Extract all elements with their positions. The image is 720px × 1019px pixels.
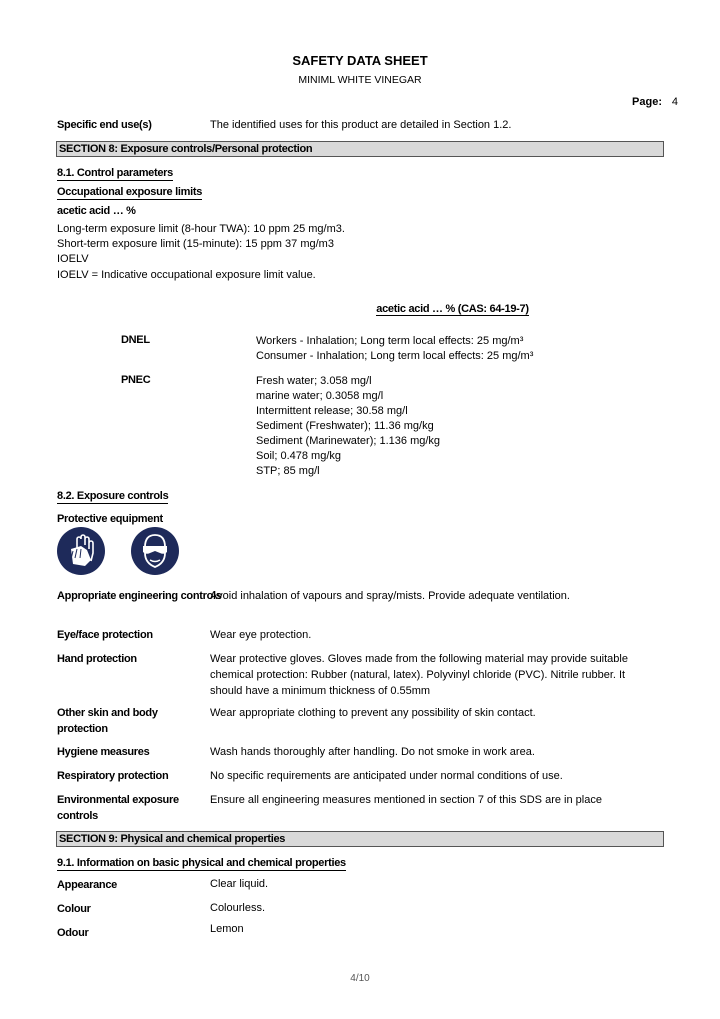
- pnec-value: Intermittent release; 30.58 mg/l: [256, 405, 408, 417]
- product-name: MINIML WHITE VINEGAR: [298, 74, 422, 86]
- engineering-controls-value: Avoid inhalation of vapours and spray/mists. Provide adequate ventilation.: [210, 590, 570, 602]
- limit-line: Short-term exposure limit (15-minute): 15 ppm 37 mg/m3: [57, 238, 334, 250]
- control-parameters-heading: 8.1. Control parameters: [57, 167, 173, 179]
- pnec-value: marine water; 0.3058 mg/l: [256, 390, 384, 402]
- page-number: 4: [671, 96, 678, 108]
- dnel-value: Workers - Inhalation; Long term local effects: 25 mg/m³: [256, 335, 524, 347]
- eye-protection-value: Wear eye protection.: [210, 629, 312, 641]
- pnec-value: Soil; 0.478 mg/kg: [256, 450, 341, 462]
- section-9-header: SECTION 9: Physical and chemical properties: [56, 831, 664, 847]
- environmental-label: Environmental exposure controls: [57, 794, 179, 822]
- gloves-icon: [57, 527, 105, 575]
- goggles-icon: [131, 527, 179, 575]
- appearance-value: Clear liquid.: [210, 878, 269, 890]
- eye-protection-label: Eye/face protection: [57, 629, 153, 641]
- pnec-value: STP; 85 mg/l: [256, 465, 320, 477]
- cas-heading-text: acetic acid … % (CAS: 64-19-7): [376, 303, 529, 315]
- page-label: Page:: [632, 96, 662, 108]
- pnec-value: Sediment (Freshwater); 11.36 mg/kg: [256, 420, 434, 432]
- physical-properties-heading: 9.1. Information on basic physical and chemical properties: [57, 857, 346, 869]
- section-8-header: SECTION 8: Exposure controls/Personal protection: [56, 141, 664, 157]
- protective-equipment-label: Protective equipment: [57, 513, 163, 525]
- specific-end-use-value: The identified uses for this product are detailed in Section 1.2.: [210, 119, 512, 131]
- respiratory-label: Respiratory protection: [57, 770, 169, 782]
- pnec-label: PNEC: [121, 374, 151, 386]
- odour-label: Odour: [57, 927, 89, 939]
- colour-label: Colour: [57, 903, 91, 915]
- dnel-label: DNEL: [121, 334, 150, 346]
- oel-heading: Occupational exposure limits: [57, 186, 203, 198]
- skin-protection-label: Other skin and body protection: [57, 707, 158, 735]
- odour-value: Lemon: [210, 923, 244, 935]
- hand-protection-label: Hand protection: [57, 653, 137, 665]
- limit-line: Long-term exposure limit (8-hour TWA): 10 ppm 25 mg/m3.: [57, 223, 345, 235]
- dnel-value: Consumer - Inhalation; Long term local effects: 25 mg/m³: [256, 350, 534, 362]
- pnec-value: Fresh water; 3.058 mg/l: [256, 375, 372, 387]
- hygiene-label: Hygiene measures: [57, 746, 150, 758]
- pnec-value: Sediment (Marinewater); 1.136 mg/kg: [256, 435, 441, 447]
- exposure-controls-heading: 8.2. Exposure controls: [57, 490, 169, 502]
- document-title: SAFETY DATA SHEET: [292, 53, 428, 68]
- colour-value: Colourless.: [210, 902, 266, 914]
- cas-heading: [0, 303, 720, 315]
- specific-end-use-label: Specific end use(s): [57, 119, 152, 131]
- engineering-controls-label: Appropriate engineering controls: [57, 590, 222, 602]
- hand-protection-value: Wear protective gloves. Gloves made from the following material may provide suitable chemical protection: Rubber (natural, latex). Polyvinyl chloride (PVC). Nitrile rubber. It should have a minimum thickness of 0.55mm: [210, 653, 628, 697]
- limit-line: IOELV: [57, 253, 89, 265]
- environmental-value: Ensure all engineering measures mentioned in section 7 of this SDS are in place: [210, 794, 602, 806]
- limit-line: IOELV = Indicative occupational exposure limit value.: [57, 269, 316, 281]
- respiratory-value: No specific requirements are anticipated under normal conditions of use.: [210, 770, 563, 782]
- substance-label: acetic acid … %: [57, 205, 136, 217]
- skin-protection-value: Wear appropriate clothing to prevent any possibility of skin contact.: [210, 707, 536, 719]
- hygiene-value: Wash hands thoroughly after handling. Do not smoke in work area.: [210, 746, 535, 758]
- page-footer: 4/10: [350, 973, 370, 984]
- appearance-label: Appearance: [57, 879, 117, 891]
